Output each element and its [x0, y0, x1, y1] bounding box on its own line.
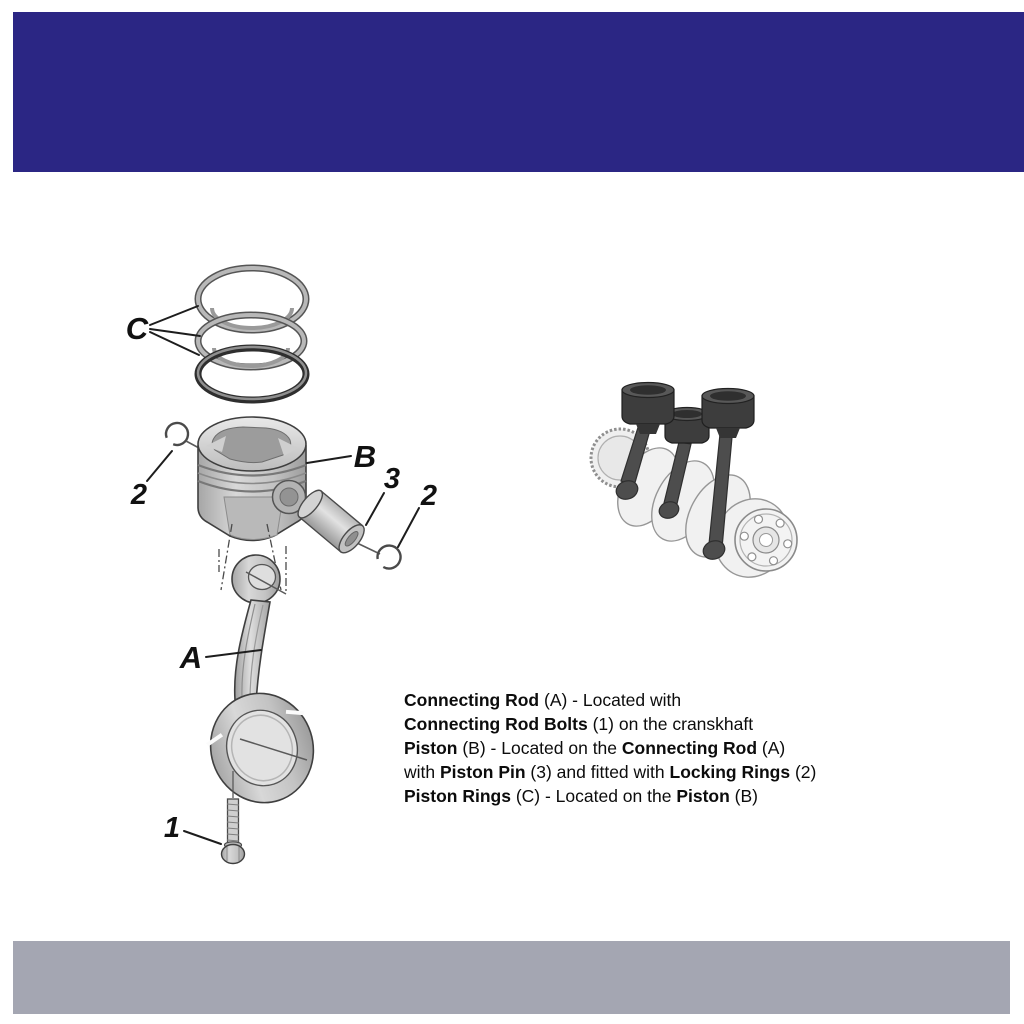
caption-line	[404, 688, 894, 712]
callout-label-piston-rings: C	[125, 311, 149, 346]
caption-segment: (A)	[757, 738, 786, 758]
caption-line	[404, 784, 894, 808]
callout-2-left-leader	[147, 451, 172, 481]
callout-1-leader	[184, 831, 221, 844]
caption-segment: Piston	[404, 738, 458, 758]
connecting-rod-illustration	[197, 555, 328, 816]
piston-pin-bore	[280, 488, 298, 506]
caption-segment: (C) - Located on the	[510, 786, 677, 806]
caption-segment: Piston	[676, 786, 730, 806]
crank-piston-3	[702, 389, 754, 439]
caption-line	[404, 736, 894, 760]
piston-rings-illustration	[198, 268, 306, 400]
rod-bolt-head	[222, 845, 245, 864]
callout-label-locking-ring-left: 2	[130, 479, 148, 511]
callout-label-piston-pin: 3	[383, 463, 401, 495]
rod-big-end	[197, 680, 328, 816]
caption-segment: (B) - Located on the	[457, 738, 622, 758]
caption-segment: Connecting Rod	[621, 738, 758, 758]
caption-segment: (1) on the cranskhaft	[587, 714, 754, 734]
crank-flange	[735, 509, 797, 571]
callout-3-leader	[366, 493, 384, 525]
rod-bolt-shank	[228, 799, 239, 843]
callout-c-leaders	[150, 306, 200, 355]
caption-segment: Locking Rings	[669, 762, 791, 782]
locking-ring-right	[378, 546, 401, 569]
caption-segment: (3) and fitted with	[525, 762, 670, 782]
callout-label-connecting-rod: A	[179, 640, 203, 675]
caption-line	[404, 760, 894, 784]
piston-illustration	[198, 417, 306, 541]
callout-label-rod-bolt: 1	[163, 812, 181, 844]
caption-segment: Piston Rings	[404, 786, 511, 806]
bottom-banner	[13, 941, 1010, 1014]
caption-segment: Connecting Rod Bolts	[404, 714, 588, 734]
callout-b-leader	[307, 456, 351, 463]
caption-segment: Piston Pin	[439, 762, 526, 782]
callout-label-locking-ring-right: 2	[420, 480, 438, 512]
callout-2-right-leader	[398, 508, 419, 547]
caption-segment: Connecting Rod	[404, 690, 540, 710]
callout-label-piston: B	[353, 439, 377, 474]
caption-line	[404, 712, 894, 736]
caption-segment: (A) - Located with	[539, 690, 682, 710]
caption-text-block	[404, 688, 894, 808]
crankshaft-assembly-illustration	[591, 383, 803, 591]
piston-oil-ring-highlight	[198, 347, 306, 399]
locking-ring-left	[166, 423, 188, 445]
caption-segment: with	[404, 762, 440, 782]
caption-segment: (B)	[729, 786, 759, 806]
caption-segment: (2)	[790, 762, 817, 782]
